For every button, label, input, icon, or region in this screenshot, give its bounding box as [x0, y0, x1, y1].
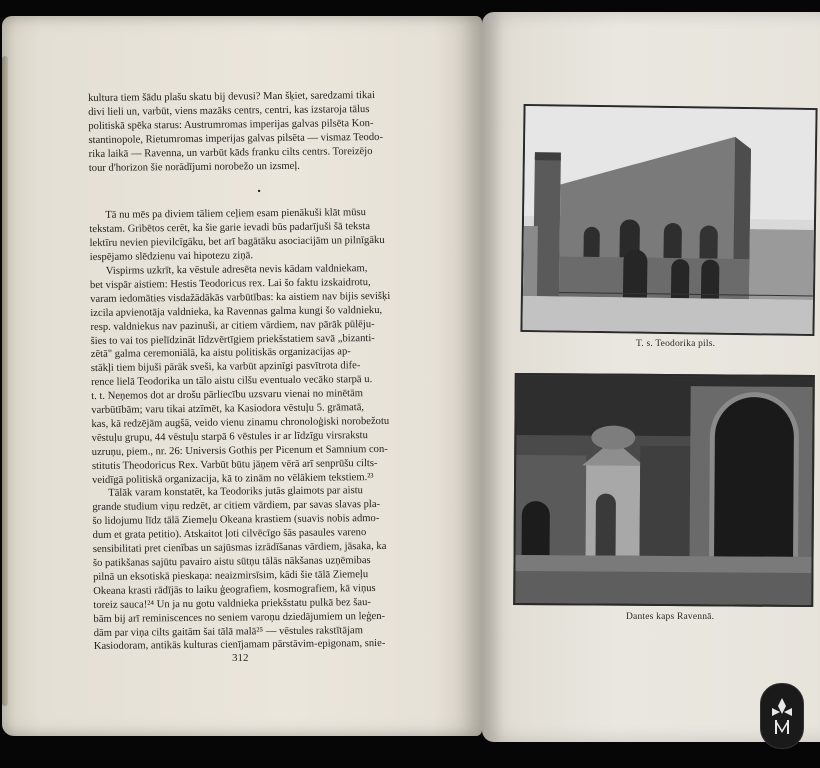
- text-line: resp. valdniekus nav pazinuši, ar citiem vārdiem, nav pārāk pūlēju-: [90, 318, 375, 333]
- watermark-logo: [760, 683, 804, 749]
- text-line: vēstuļu grupu, 44 vēstuļu starpā 6 vēstules ir ar līdzīgu virsrakstu: [91, 429, 368, 444]
- text-line: toreiz sauca!²⁴ Un ja nu gotu valdnieka priekšstatu pulkā bez šau-: [93, 596, 371, 611]
- text-line: uzruņu, piem., nr. 26: Universis Gothis per Picenum et Samnium con-: [91, 443, 388, 458]
- text-line: tekstam. Gribētos cerēt, ka šie garie ievadi būs padarījuši šā teksta: [89, 221, 371, 236]
- text-line: šo lidojumu līdz tālā Ziemeļu Okeana krastiem (suavis nobis admo-: [92, 513, 380, 528]
- paragraph-1: [88, 88, 429, 175]
- text-line: kas, kā redzējām augšā, veido vienu zinamu chronoloģiski norobežotu: [91, 415, 390, 430]
- paragraph-3: [90, 261, 432, 487]
- text-line: dām par viņa cilts gaitām šai tālā malā²⁵ — vēstules rakstītājam: [93, 624, 363, 639]
- text-line: bet vispār aistiem: Hestis Teodoricus rex. Lai šo faktu izskaidrotu,: [89, 276, 371, 291]
- palace-illustration: [522, 106, 815, 334]
- body-text: [88, 88, 434, 654]
- text-line: šo patikšanas sajūtu pavairo aistu sūtņu tālās nākšanas uzņēmibas: [92, 555, 371, 569]
- text-line: zētā" galma ceremoniālā, ka aistu politiskās organizacijas ap-: [90, 346, 351, 361]
- text-line: pilnā un eksotiskā pieskaņa: neaizmirsīsim, kādi šie tālā Ziemeļu: [93, 568, 369, 583]
- text-line: sensibilitati pret cienības un sajūsmas izrādīšanas vārdiem, jāsaka, ka: [92, 540, 387, 556]
- text-line: Okeana krasti rādījās to laiku ģeografiem, kosmografiem, kā viņus: [93, 582, 376, 597]
- section-separator: •: [257, 186, 261, 198]
- page-edges: [2, 56, 8, 706]
- text-line: kultura tiem šādu plašu skatu bij devusi? Man šķiet, saredzami tikai: [88, 89, 375, 104]
- text-line: stitutis Theodoricus Rex. Varbūt būtu jāņem vērā arī senprūšu cilts-: [91, 457, 378, 472]
- text-line: dum et grata petitio). Atskaitot ļoti cilvēcīgo šās pasaules vareno: [92, 527, 367, 542]
- text-line: stākļi tiem bijuši pārāk sveši, ka varbūt apzinīgi pasvītrota dife-: [90, 360, 361, 375]
- text-line: lektīru nevien pievilcīgāku, bet arī bagātāku asociacijām un pilnīgāku: [89, 235, 385, 250]
- paragraph-4: [92, 484, 434, 654]
- text-line: rence lielā Teodorika un tālo aistu cilšu eventualo vecāko starpā u.: [90, 374, 373, 389]
- text-line: rika laikā — Ravenna, un varbūt kāds franku cilts centrs. Toreizējo: [88, 145, 373, 160]
- text-line: varam iedomāties visdažādākās varbūtības: ka aistiem nav bijis sevišķi: [90, 290, 391, 305]
- text-line: politiskā spēka starus: Austrumromas imperijas galvas pilsēta Kon-: [88, 117, 374, 132]
- photo-caption-bottom: Dantes kaps Ravennā.: [626, 612, 715, 622]
- photo-dante-tomb: [513, 373, 815, 607]
- photo-caption-top: T. s. Teodorika pils.: [636, 339, 716, 349]
- text-line: bām bij arī reminiscences no seniem varoņu dziedājumiem un leģen-: [93, 610, 386, 625]
- logo-icon: [761, 684, 803, 748]
- text-line: divi lieli un, varbūt, viens mazāks centrs, centri, kas izstaroja tālus: [88, 103, 370, 118]
- tomb-illustration: [515, 375, 813, 605]
- text-line: grande studium viņu redzēt, ar citiem vārdiem, par savas slavas pla-: [92, 499, 381, 514]
- text-line: veidīgā politiskā organizacija, kā to zinām no vēlākiem tekstiem.²³: [92, 471, 374, 486]
- text-line: Tā nu mēs pa diviem tāliem ceļiem esam pienākuši klāt mūsu: [105, 207, 366, 222]
- text-line: stantinopole, Rietumromas imperijas galvas pilsēta — vismaz Teodo-: [88, 131, 383, 146]
- page-number: 312: [232, 652, 249, 664]
- text-line: tour d'horizon šie norādījumi norobežo un izsmeļ.: [88, 160, 300, 174]
- text-line: varbūtībām; varu tikai atzīmēt, ka Kasiodora vēstuļu 5. grāmatā,: [91, 402, 365, 417]
- text-line: izcila apvienotāja valdnieka, ka Ravennas galma kungi šo valdnieku,: [90, 304, 383, 319]
- text-line: Vispirms uzkrīt, ka vēstule adresēta nevis kādam valdniekam,: [105, 263, 368, 277]
- text-line: iespējamo slēdzienu vai hipotezu ziņā.: [89, 250, 254, 264]
- text-line: t. t. Neņemos dot ar drošu pārliecību uzsvaru vienai no minētām: [91, 388, 364, 403]
- text-line: Tālāk varam konstatēt, ka Teodoriks jutās glaimots par aistu: [108, 485, 363, 500]
- paragraph-2: [89, 206, 430, 265]
- photo-palace-of-theodoric: [520, 104, 817, 336]
- text-line: Kasiodoram, antikās kulturas cienījamam pārstāvim-epigonam, snie-: [93, 638, 386, 653]
- text-line: šies to vai tos pielīdzināt līdzvērtīgiem priekšstatiem savā „bizanti-: [90, 332, 375, 347]
